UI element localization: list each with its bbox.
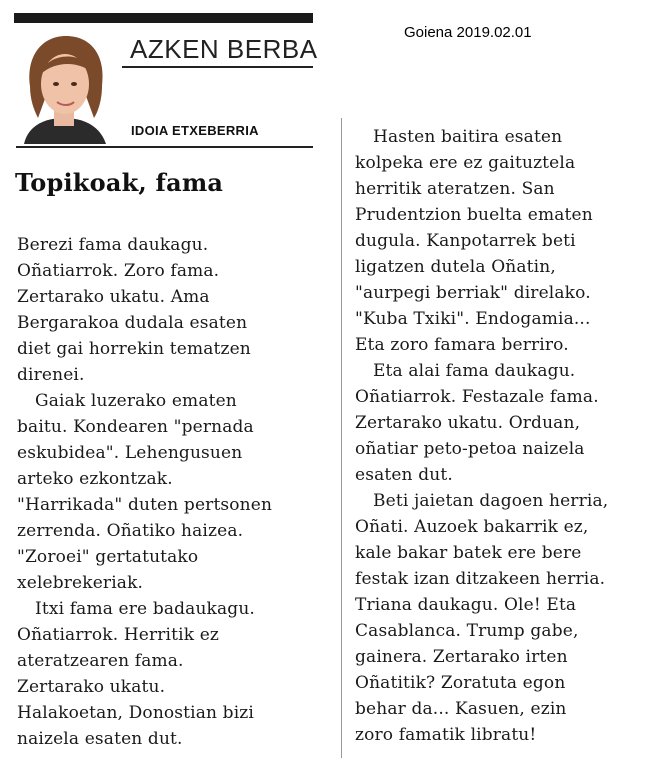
text-line: Gaiak luzerako ematen [35, 391, 237, 411]
text-line: xelebrekeriak. [17, 573, 144, 593]
text-line: diet gai horrekin tematzen [17, 339, 251, 359]
text-line: direnei. [17, 365, 85, 385]
text-line: Eta alai fama daukagu. [373, 361, 576, 381]
text-line: Casablanca. Trump gabe, [355, 621, 579, 641]
text-line: arteko ezkontzak. [17, 469, 173, 489]
text-line: behar da... Kasuen, ezin [355, 699, 567, 719]
text-line: Oñatiarrok. Zoro fama. [17, 261, 220, 281]
text-line: "Harrikada" duten pertsonen [17, 495, 273, 515]
text-line: Oñatiarrok. Herritik ez [17, 625, 220, 645]
text-line: Eta zoro famara berriro. [355, 335, 569, 355]
text-line: Triana daukagu. Ole! Eta [355, 595, 577, 615]
header-rule [122, 66, 313, 68]
text-line: kolpeka ere ez gaituztela [355, 153, 576, 173]
text-line: festak izan ditzakeen herria. [355, 569, 606, 589]
text-line: dugula. Kanpotarrek beti [355, 231, 576, 251]
text-line: Zertarako ukatu. [17, 677, 166, 697]
text-line: ateratzearen fama. [17, 651, 184, 671]
text-line: oñatiar peto-petoa naizela [355, 439, 585, 459]
text-line: "aurpegi berriak" direlako. [355, 283, 591, 303]
text-line: Oñati. Auzoek bakarrik ez, [355, 517, 589, 537]
text-line: Oñatitik? Zoratuta egon [355, 673, 566, 693]
text-line: zoro famatik libratu! [355, 725, 537, 745]
text-line: "Zoroei" gertatutako [17, 547, 199, 567]
text-line: "Kuba Txiki". Endogamia... [355, 309, 591, 329]
text-line: baitu. Kondearen "pernada [17, 417, 254, 437]
text-line: Hasten baitira esaten [373, 127, 563, 147]
author-name: IDOIA ETXEBERRIA [131, 123, 259, 138]
text-line: gainera. Zertarako irten [355, 647, 568, 667]
section-title: AZKEN BERBA [130, 34, 318, 64]
text-line: Halakoetan, Donostian bizi [17, 703, 254, 723]
text-line: Itxi fama ere badaukagu. [35, 599, 255, 619]
text-line: Beti jaietan dagoen herria, [373, 491, 609, 511]
text-line: naizela esaten dut. [17, 729, 183, 749]
byline-rule [16, 146, 313, 148]
author-portrait [16, 26, 112, 144]
text-line: Oñatiarrok. Festazale fama. [355, 387, 599, 407]
source-date: Goiena 2019.02.01 [404, 24, 532, 41]
text-line: Prudentzion buelta ematen [355, 205, 593, 225]
column-2 [355, 124, 653, 748]
text-line: herritik ateratzen. San [355, 179, 555, 199]
text-line: Bergarakoa dudala esaten [17, 313, 248, 333]
text-line: esaten dut. [355, 465, 453, 485]
header-bar [14, 13, 313, 23]
text-line: eskubidea". Lehengusuen [17, 443, 243, 463]
text-line: zerrenda. Oñatiko haizea. [17, 521, 244, 541]
text-line: Berezi fama daukagu. [17, 235, 209, 255]
text-line: ligatzen dutela Oñatin, [355, 257, 556, 277]
text-line: Zertarako ukatu. Ama [17, 287, 210, 307]
column-1 [17, 232, 327, 752]
column-divider [341, 118, 342, 758]
text-line: Zertarako ukatu. Orduan, [355, 413, 581, 433]
headline: Topikoak, fama [15, 168, 224, 197]
text-line: kale bakar batek ere bere [355, 543, 582, 563]
